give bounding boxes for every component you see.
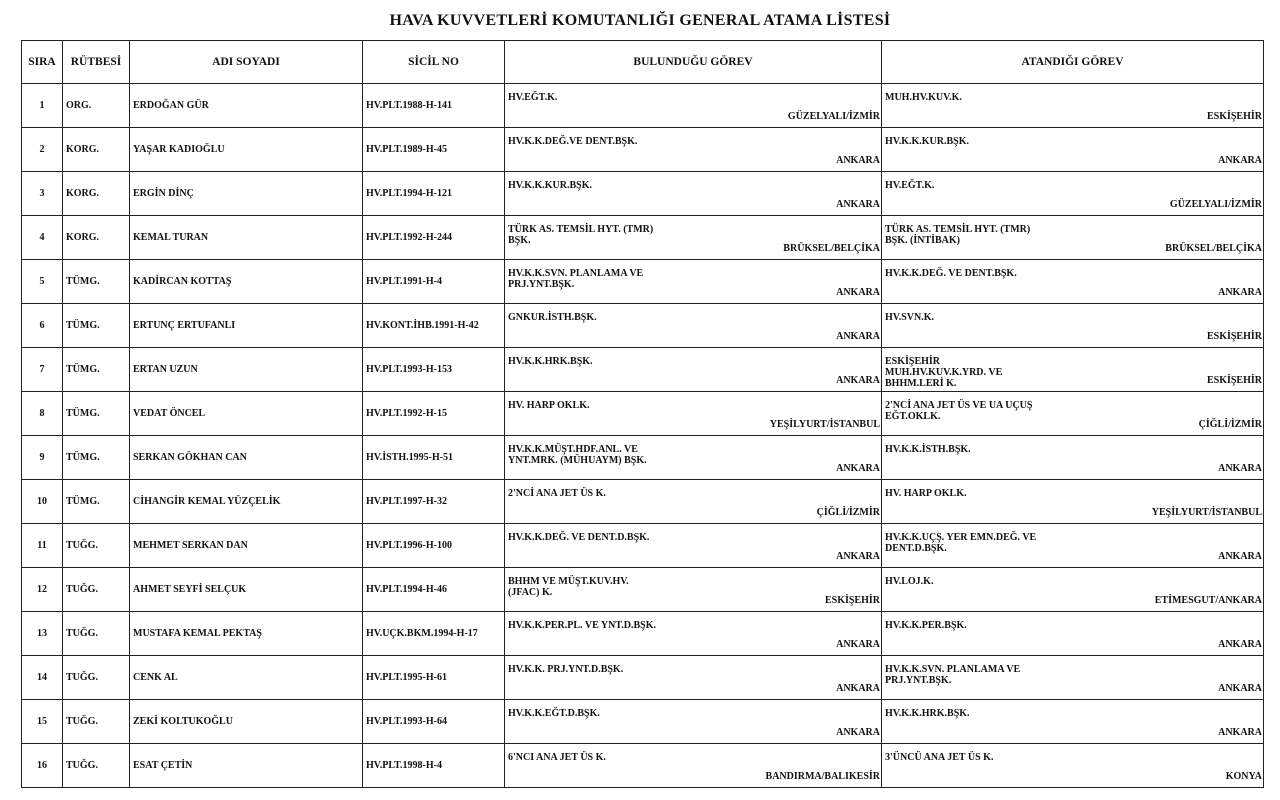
cell-atandigi-gorev [882, 84, 1264, 128]
table-row [22, 348, 1264, 392]
cell-atandigi-gorev [882, 172, 1264, 216]
atandigi-gorev-yer: ESKİŞEHİR [1206, 375, 1262, 386]
cell-bulundugu-gorev [505, 656, 882, 700]
atandigi-gorev-yer: ANKARA [1218, 155, 1262, 166]
atandigi-gorev-yer: ETİMESGUT/ANKARA [1154, 595, 1262, 606]
table-row [22, 128, 1264, 172]
cell-atandigi-gorev [882, 744, 1264, 788]
cell-sira: 9 [22, 436, 63, 480]
bulundugu-gorev-yer: ÇİĞLİ/İZMİR [816, 507, 880, 518]
bulundugu-gorev-text: GNKUR.İSTH.BŞK. [508, 312, 597, 323]
cell-sira: 16 [22, 744, 63, 788]
cell-bulundugu-gorev [505, 392, 882, 436]
cell-rutbe: TUĞG. [63, 700, 130, 744]
cell-sicil-no: HV.UÇK.BKM.1994-H-17 [363, 612, 505, 656]
cell-ad-soyad: YAŞAR KADIOĞLU [130, 128, 363, 172]
table-row [22, 436, 1264, 480]
cell-sicil-no: HV.PLT.1992-H-15 [363, 392, 505, 436]
atandigi-gorev-text: HV.K.K.UÇŞ. YER EMN.DEĞ. VE DENT.D.BŞK. [885, 532, 1037, 554]
cell-sicil-no: HV.PLT.1995-H-61 [363, 656, 505, 700]
header-row [22, 41, 1264, 84]
cell-bulundugu-gorev [505, 700, 882, 744]
cell-rutbe: TUĞG. [63, 744, 130, 788]
cell-atandigi-gorev [882, 700, 1264, 744]
cell-sicil-no: HV.PLT.1991-H-4 [363, 260, 505, 304]
cell-rutbe: TÜMG. [63, 480, 130, 524]
cell-ad-soyad: SERKAN GÖKHAN CAN [130, 436, 363, 480]
cell-ad-soyad: CENK AL [130, 656, 363, 700]
table-row [22, 700, 1264, 744]
atandigi-gorev-yer: ANKARA [1218, 551, 1262, 562]
bulundugu-gorev-yer: GÜZELYALI/İZMİR [787, 111, 880, 122]
bulundugu-gorev-yer: ANKARA [836, 375, 880, 386]
bulundugu-gorev-text: 6'NCI ANA JET ÜS K. [508, 752, 606, 763]
bulundugu-gorev-text: TÜRK AS. TEMSİL HYT. (TMR) BŞK. [508, 224, 654, 246]
cell-ad-soyad: ERDOĞAN GÜR [130, 84, 363, 128]
table-row [22, 172, 1264, 216]
atandigi-gorev-yer: ESKİŞEHİR [1206, 111, 1262, 122]
cell-ad-soyad: VEDAT ÖNCEL [130, 392, 363, 436]
table-row [22, 656, 1264, 700]
cell-sira: 10 [22, 480, 63, 524]
cell-sira: 8 [22, 392, 63, 436]
header-bulundugu-gorev: BULUNDUĞU GÖREV [505, 41, 882, 84]
cell-ad-soyad: AHMET SEYFİ SELÇUK [130, 568, 363, 612]
cell-bulundugu-gorev [505, 172, 882, 216]
cell-sira: 2 [22, 128, 63, 172]
bulundugu-gorev-text: HV.K.K.EĞT.D.BŞK. [508, 708, 600, 719]
cell-sira: 7 [22, 348, 63, 392]
table-header [22, 41, 1264, 84]
atandigi-gorev-yer: ANKARA [1218, 639, 1262, 650]
atandigi-gorev-text: MUH.HV.KUV.K. [885, 92, 962, 103]
cell-rutbe: TÜMG. [63, 436, 130, 480]
atandigi-gorev-yer: ANKARA [1218, 463, 1262, 474]
cell-bulundugu-gorev [505, 348, 882, 392]
bulundugu-gorev-yer: ANKARA [836, 155, 880, 166]
atandigi-gorev-text: 2'NCİ ANA JET ÜS VE UA UÇUŞ EĞT.OKLK. [885, 400, 1033, 422]
cell-atandigi-gorev [882, 348, 1264, 392]
bulundugu-gorev-yer: ANKARA [836, 551, 880, 562]
atandigi-gorev-text: 3'ÜNCÜ ANA JET ÜS K. [885, 752, 994, 763]
cell-sira: 3 [22, 172, 63, 216]
table-body [22, 84, 1264, 788]
cell-sira: 12 [22, 568, 63, 612]
cell-bulundugu-gorev [505, 84, 882, 128]
header-sicil-no: SİCİL NO [363, 41, 505, 84]
cell-atandigi-gorev [882, 436, 1264, 480]
bulundugu-gorev-text: HV.K.K.KUR.BŞK. [508, 180, 592, 191]
cell-sira: 15 [22, 700, 63, 744]
cell-bulundugu-gorev [505, 524, 882, 568]
atandigi-gorev-yer: ANKARA [1218, 287, 1262, 298]
atandigi-gorev-text: HV.K.K.SVN. PLANLAMA VE PRJ.YNT.BŞK. [885, 664, 1021, 686]
cell-bulundugu-gorev [505, 436, 882, 480]
bulundugu-gorev-text: HV.K.K.DEĞ. VE DENT.D.BŞK. [508, 532, 650, 543]
cell-bulundugu-gorev [505, 128, 882, 172]
table-row [22, 216, 1264, 260]
bulundugu-gorev-text: HV.K.K.DEĞ.VE DENT.BŞK. [508, 136, 638, 147]
bulundugu-gorev-text: HV.K.K.SVN. PLANLAMA VE PRJ.YNT.BŞK. [508, 268, 644, 290]
table-row [22, 612, 1264, 656]
cell-ad-soyad: ZEKİ KOLTUKOĞLU [130, 700, 363, 744]
header-atandigi-gorev: ATANDIĞI GÖREV [882, 41, 1264, 84]
table-row [22, 392, 1264, 436]
bulundugu-gorev-text: 2'NCİ ANA JET ÜS K. [508, 488, 606, 499]
atandigi-gorev-text: HV.SVN.K. [885, 312, 934, 323]
cell-sicil-no: HV.PLT.1996-H-100 [363, 524, 505, 568]
bulundugu-gorev-yer: ANKARA [836, 463, 880, 474]
cell-rutbe: TUĞG. [63, 656, 130, 700]
cell-rutbe: ORG. [63, 84, 130, 128]
table-row [22, 260, 1264, 304]
cell-sicil-no: HV.PLT.1993-H-64 [363, 700, 505, 744]
atandigi-gorev-text: TÜRK AS. TEMSİL HYT. (TMR) BŞK. (İNTİBAK) [885, 224, 1031, 246]
cell-atandigi-gorev [882, 392, 1264, 436]
bulundugu-gorev-text: HV.K.K.PER.PL. VE YNT.D.BŞK. [508, 620, 656, 631]
cell-sicil-no: HV.PLT.1989-H-45 [363, 128, 505, 172]
cell-sicil-no: HV.İSTH.1995-H-51 [363, 436, 505, 480]
bulundugu-gorev-yer: ANKARA [836, 287, 880, 298]
cell-sira: 5 [22, 260, 63, 304]
cell-rutbe: TÜMG. [63, 304, 130, 348]
cell-rutbe: TÜMG. [63, 392, 130, 436]
cell-bulundugu-gorev [505, 216, 882, 260]
cell-ad-soyad: KEMAL TURAN [130, 216, 363, 260]
cell-atandigi-gorev [882, 304, 1264, 348]
cell-rutbe: TUĞG. [63, 612, 130, 656]
table-row [22, 568, 1264, 612]
cell-rutbe: TÜMG. [63, 260, 130, 304]
atandigi-gorev-yer: ÇİĞLİ/İZMİR [1198, 419, 1262, 430]
bulundugu-gorev-yer: BRÜKSEL/BELÇİKA [783, 243, 880, 254]
atandigi-gorev-yer: ESKİŞEHİR [1206, 331, 1262, 342]
cell-bulundugu-gorev [505, 612, 882, 656]
bulundugu-gorev-yer: YEŞİLYURT/İSTANBUL [769, 419, 880, 430]
atandigi-gorev-text: ESKİŞEHİR MUH.HV.KUV.K.YRD. VE BHHM.LERİ K. [885, 356, 1003, 389]
cell-atandigi-gorev [882, 524, 1264, 568]
atandigi-gorev-yer: YEŞİLYURT/İSTANBUL [1151, 507, 1262, 518]
cell-ad-soyad: CİHANGİR KEMAL YÜZÇELİK [130, 480, 363, 524]
cell-sicil-no: HV.PLT.1992-H-244 [363, 216, 505, 260]
atandigi-gorev-yer: ANKARA [1218, 683, 1262, 694]
bulundugu-gorev-yer: ANKARA [836, 683, 880, 694]
bulundugu-gorev-yer: ANKARA [836, 727, 880, 738]
bulundugu-gorev-text: HV.K.K.HRK.BŞK. [508, 356, 593, 367]
atandigi-gorev-yer: KONYA [1225, 771, 1262, 782]
atandigi-gorev-text: HV. HARP OKLK. [885, 488, 967, 499]
bulundugu-gorev-text: BHHM VE MÜŞT.KUV.HV. (JFAC) K. [508, 576, 629, 598]
page-title: HAVA KUVVETLERİ KOMUTANLIĞI GENERAL ATAMA LİSTESİ [389, 12, 891, 29]
bulundugu-gorev-text: HV. HARP OKLK. [508, 400, 590, 411]
cell-atandigi-gorev [882, 568, 1264, 612]
cell-ad-soyad: ERTUNÇ ERTUFANLI [130, 304, 363, 348]
cell-rutbe: TÜMG. [63, 348, 130, 392]
bulundugu-gorev-text: HV.K.K. PRJ.YNT.D.BŞK. [508, 664, 624, 675]
atandigi-gorev-text: HV.K.K.İSTH.BŞK. [885, 444, 971, 455]
atandigi-gorev-text: HV.EĞT.K. [885, 180, 935, 191]
cell-bulundugu-gorev [505, 568, 882, 612]
cell-rutbe: TUĞG. [63, 568, 130, 612]
atandigi-gorev-yer: BRÜKSEL/BELÇİKA [1165, 243, 1262, 254]
cell-atandigi-gorev [882, 128, 1264, 172]
cell-bulundugu-gorev [505, 304, 882, 348]
cell-sira: 13 [22, 612, 63, 656]
cell-rutbe: KORG. [63, 172, 130, 216]
cell-atandigi-gorev [882, 612, 1264, 656]
header-rutbe: RÜTBESİ [63, 41, 130, 84]
cell-ad-soyad: MEHMET SERKAN DAN [130, 524, 363, 568]
bulundugu-gorev-yer: ANKARA [836, 199, 880, 210]
cell-rutbe: TUĞG. [63, 524, 130, 568]
bulundugu-gorev-text: HV.EĞT.K. [508, 92, 558, 103]
cell-sira: 4 [22, 216, 63, 260]
cell-sira: 1 [22, 84, 63, 128]
table-row [22, 744, 1264, 788]
cell-bulundugu-gorev [505, 260, 882, 304]
atandigi-gorev-text: HV.LOJ.K. [885, 576, 934, 587]
cell-sicil-no: HV.KONT.İHB.1991-H-42 [363, 304, 505, 348]
bulundugu-gorev-yer: ANKARA [836, 331, 880, 342]
cell-ad-soyad: ERTAN UZUN [130, 348, 363, 392]
cell-ad-soyad: MUSTAFA KEMAL PEKTAŞ [130, 612, 363, 656]
assignment-table [21, 40, 1264, 788]
cell-ad-soyad: KADİRCAN KOTTAŞ [130, 260, 363, 304]
bulundugu-gorev-yer: ANKARA [836, 639, 880, 650]
cell-rutbe: KORG. [63, 216, 130, 260]
atandigi-gorev-yer: ANKARA [1218, 727, 1262, 738]
atandigi-gorev-text: HV.K.K.PER.BŞK. [885, 620, 967, 631]
cell-sira: 11 [22, 524, 63, 568]
bulundugu-gorev-text: HV.K.K.MÜŞT.HDF.ANL. VE YNT.MRK. (MÜHUAYM) BŞK. [508, 444, 647, 466]
cell-ad-soyad: ESAT ÇETİN [130, 744, 363, 788]
atandigi-gorev-yer: GÜZELYALI/İZMİR [1169, 199, 1262, 210]
atandigi-gorev-text: HV.K.K.DEĞ. VE DENT.BŞK. [885, 268, 1017, 279]
atandigi-gorev-text: HV.K.K.KUR.BŞK. [885, 136, 969, 147]
header-sira: SIRA [22, 41, 63, 84]
cell-sicil-no: HV.PLT.1994-H-121 [363, 172, 505, 216]
table-row [22, 84, 1264, 128]
cell-atandigi-gorev [882, 260, 1264, 304]
table-row [22, 304, 1264, 348]
cell-atandigi-gorev [882, 216, 1264, 260]
cell-sira: 6 [22, 304, 63, 348]
cell-sira: 14 [22, 656, 63, 700]
table-row [22, 524, 1264, 568]
bulundugu-gorev-yer: ESKİŞEHİR [824, 595, 880, 606]
cell-bulundugu-gorev [505, 480, 882, 524]
table-row [22, 480, 1264, 524]
bulundugu-gorev-yer: BANDIRMA/BALIKESİR [765, 771, 880, 782]
cell-sicil-no: HV.PLT.1998-H-4 [363, 744, 505, 788]
cell-bulundugu-gorev [505, 744, 882, 788]
cell-ad-soyad: ERGİN DİNÇ [130, 172, 363, 216]
cell-sicil-no: HV.PLT.1997-H-32 [363, 480, 505, 524]
atandigi-gorev-text: HV.K.K.HRK.BŞK. [885, 708, 970, 719]
cell-atandigi-gorev [882, 656, 1264, 700]
cell-sicil-no: HV.PLT.1994-H-46 [363, 568, 505, 612]
cell-atandigi-gorev [882, 480, 1264, 524]
header-ad-soyad: ADI SOYADI [130, 41, 363, 84]
cell-sicil-no: HV.PLT.1993-H-153 [363, 348, 505, 392]
cell-sicil-no: HV.PLT.1988-H-141 [363, 84, 505, 128]
cell-rutbe: KORG. [63, 128, 130, 172]
